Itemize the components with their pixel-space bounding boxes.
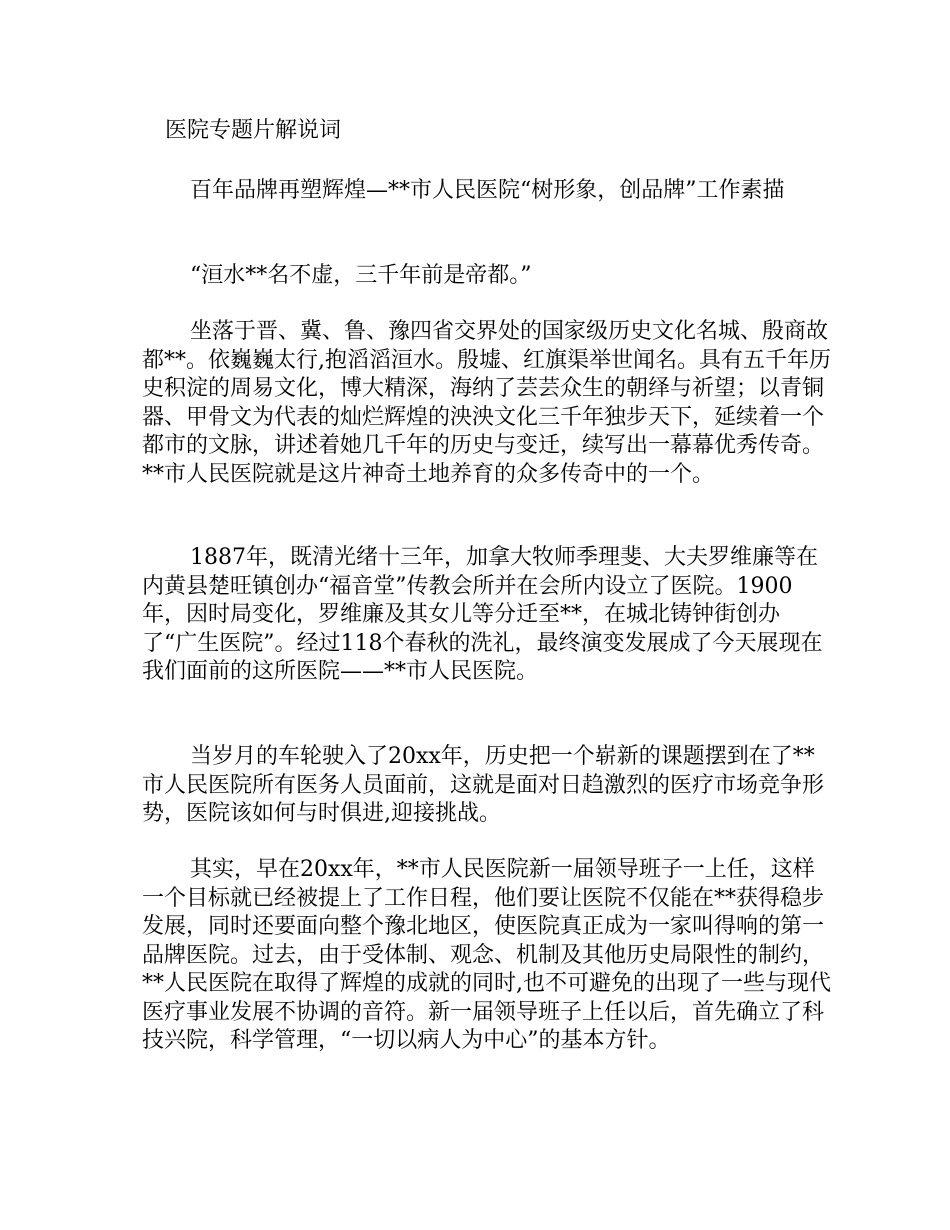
paragraph-history: 1887年，既清光绪十三年，加拿大牧师季理斐、大夫罗维廉等在内黄县楚旺镇创办“福音堂”传教会所并在会所内设立了医院。1900年，因时局变化，罗维廉及其女儿等分迁至**，在城北铸钟街创办了“广生医院”。经过118个春秋的洗礼，最终演变发展成了今天展现在我们面前的这所医院——**市人民医院。 xyxy=(142,545,823,684)
paragraph-subtitle: 百年品牌再塑辉煌—**市人民医院“树形象，创品牌”工作素描 xyxy=(190,178,785,203)
paragraph-city-intro: 坐落于晋、冀、鲁、豫四省交界处的国家级历史文化名城、殷商故都**。依巍巍太行,抱滔滔洹水。殷墟、红旗渠举世闻名。具有五千年历史积淀的周易文化，博大精深，海纳了芸芸众生的朝绎与祈望；以青铜器、甲骨文为代表的灿烂辉煌的泱泱文化三千年独步天下，延续着一个都市的文脉，讲述着她几千年的历史与变迁，续写出一幕幕优秀传奇。**市人民医院就是这片神奇土地养育的众多传奇中的一个。 xyxy=(142,319,831,487)
document-title: 医院专题片解说词 xyxy=(165,118,342,143)
paragraph-quote: “洹水**名不虚，三千年前是帝都。” xyxy=(190,263,532,288)
paragraph-challenge: 当岁月的车轮驶入了20xx年，历史把一个崭新的课题摆到在了**市人民医院所有医务人员面前，这就是面对日趋激烈的医疗市场竞争形势，医院该如何与时俱进,迎接挑战。 xyxy=(142,744,825,826)
paragraph-leadership: 其实，早在20xx年，**市人民医院新一届领导班子一上任，这样一个目标就已经被提上了工作日程，他们要让医院不仅能在**获得稳步发展，同时还要面向整个豫北地区，使医院真正成为一家叫得响的第一品牌医院。过去，由于受体制、观念、机制及其他历史局限性的制约，**人民医院在取得了辉煌的成就的同时,也不可避免的出现了一些与现代医疗事业发展不协调的音符。新一届领导班子上任以后，首先确立了科技兴院，科学管理，“一切以病人为中心”的基本方针。 xyxy=(142,857,831,1053)
